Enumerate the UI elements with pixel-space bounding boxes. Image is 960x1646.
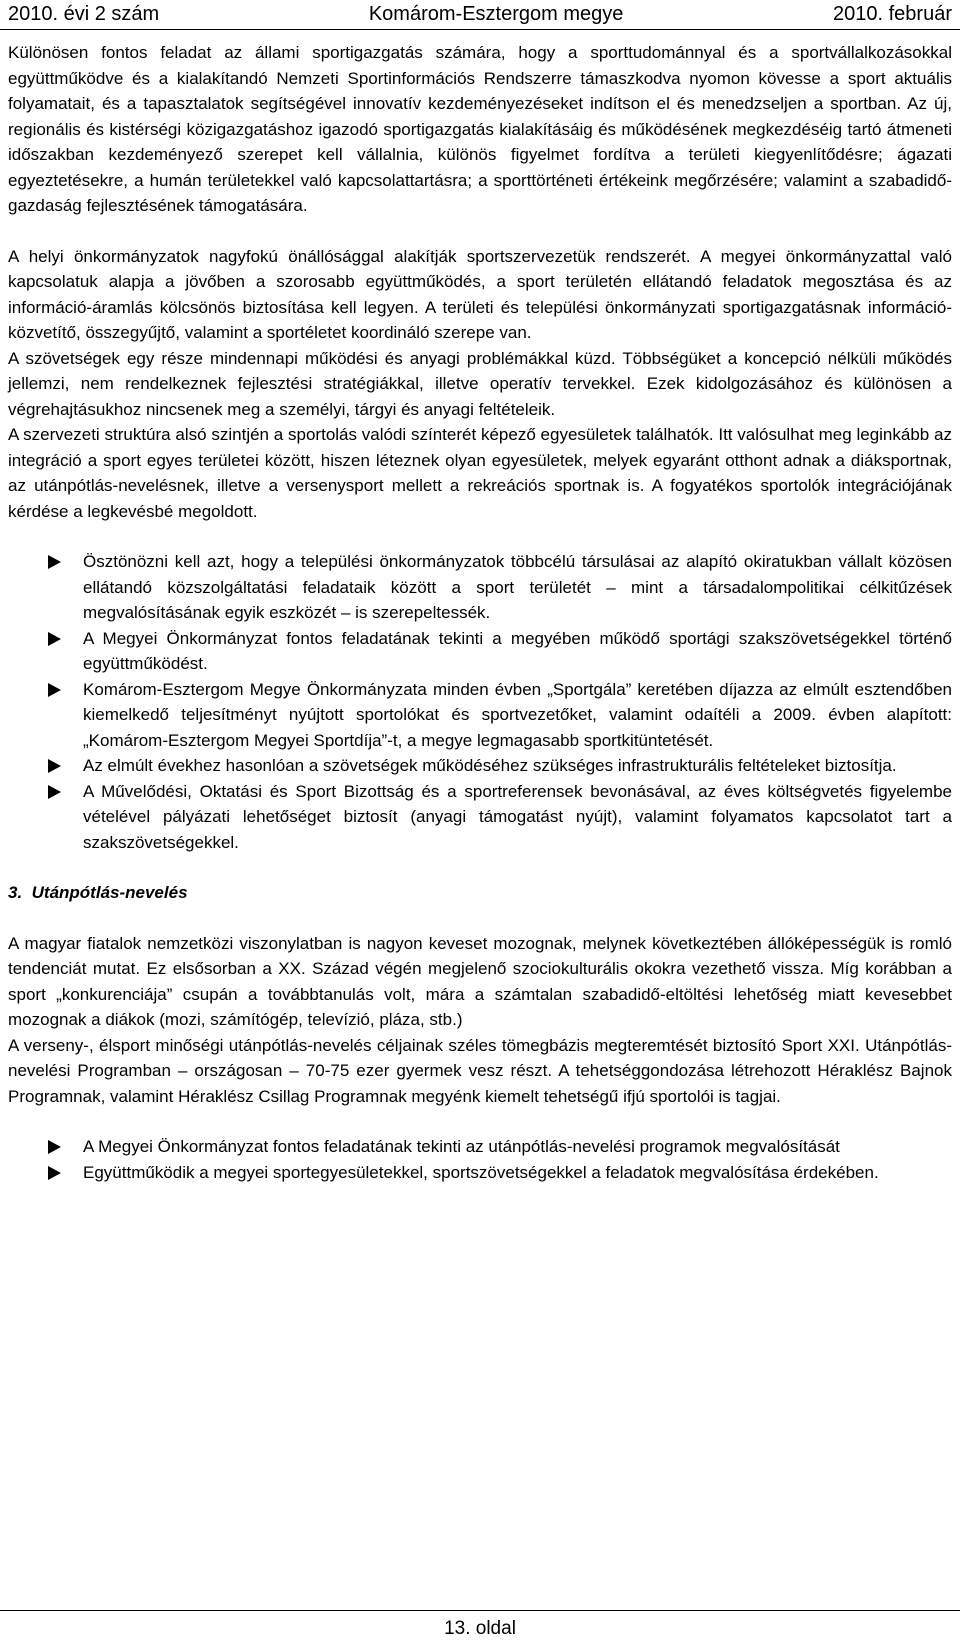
footer-divider: [0, 1610, 960, 1611]
paragraph: A magyar fiatalok nemzetközi viszonylatban is nagyon keveset mozognak, melynek következtében állóképességük is romló tendenciát mutat. Ez elsősorban a XX. Század végén megjelenő szociokulturális okokra vezethető vissza. Míg korábban a sport „konkurenciája” csupán a továbbtanulás volt, mára a számtalan szabadidő-eltöltési lehetőség miatt kevesebbet mozognak a diákok (mozi, számítógép, televízió, pláza, stb.): [8, 933, 952, 1029]
triangle-bullet-icon: [48, 785, 61, 799]
triangle-bullet-icon: [48, 555, 61, 569]
list-item: A Megyei Önkormányzat fontos feladatának tekinti a megyében működő sportági szakszövetségekkel történő együttműködést.: [48, 626, 952, 677]
list-item: A Megyei Önkormányzat fontos feladatának tekinti az utánpótlás-nevelési programok megvalósítását: [48, 1134, 952, 1160]
bullet-list: [48, 1134, 952, 1185]
bullet-list: [48, 549, 952, 855]
header-county: Komárom-Esztergom megye: [368, 3, 624, 25]
paragraph: Különösen fontos feladat az állami sportigazgatás számára, hogy a sporttudománnyal és a sportvállalkozásokkal együttműködve és a kialakítandó Nemzeti Sportinformációs Rendszerre támaszkodva nyomon kövesse a sport aktuális folyamatait, és a tapasztalatok segítségével innovatív kezdeményezéseket indítson el és menedzseljen a sportban. Az új, regionális és kistérségi közigazgatáshoz igazodó sportigazgatás kialakításáig és működésének megkezdéséig tartó átmeneti időszakban kezdeményező szerepet kell vállalnia, különös figyelmet fordítva a területi kiegyenlítődésre; ágazati egyeztetésekre, a humán területekkel való kapcsolattartásra; a sporttörténeti értékeink megőrzésére; valamint a szabadidő-gazdaság fejlesztésének támogatására.: [8, 43, 952, 215]
triangle-bullet-icon: [48, 1140, 61, 1154]
paragraph: A szervezeti struktúra alsó szintjén a sportolás valódi színterét képező egyesületek találhatók. Itt valósulhat meg leginkább az integráció a sport egyes területei között, hiszen léteznek olyan egyesületek, melyek egyaránt otthont adnak a diáksportnak, az utánpótlás-nevelésnek, illetve a versenysport mellett a rekreációs sportnak is. A fogyatékos sportolók integrációjának kérdése a legkevésbé megoldott.: [8, 425, 952, 521]
paragraph: A szövetségek egy része mindennapi működési és anyagi problémákkal küzd. Többségüket a koncepció nélküli működés jellemzi, nem rendelkeznek fejlesztési stratégiákkal, illetve operatív tervekkel. Ezek kidolgozásához és különösen a végrehajtásukhoz nincsenek meg a személyi, tárgyi és anyagi feltételeik.: [8, 348, 952, 419]
document-body: [8, 40, 952, 1185]
list-item: Komárom-Esztergom Megye Önkormányzata minden évben „Sportgála” keretében díjazza az elmúlt esztendőben kiemelkedő teljesítményt nyújtott sportolókat és sportvezetőket, valamint odaítéli a 2009. évben alapított: „Komárom-Esztergom Megyei Sportdíja”-t, a megye legmagasabb sportkitüntetését.: [48, 677, 952, 754]
list-item: Együttműködik a megyei sportegyesületekkel, sportszövetségekkel a feladatok megvalósítása érdekében.: [48, 1160, 952, 1186]
paragraph: A verseny-, élsport minőségi utánpótlás-nevelés céljainak széles tömegbázis megteremtését biztosító Sport XXI. Utánpótlás-nevelési Programban – országosan – 70-75 ezer gyermek vesz részt. A tehetséggondozása létrehozott Héraklész Bajnok Programnak, valamint Héraklész Csillag Programnak megyénk kiemelt tehetségű ifjú sportolói is tagjai.: [8, 1035, 952, 1106]
page-header: [0, 0, 960, 30]
page-number: 13. oldal: [444, 1618, 516, 1639]
header-date: 2010. február: [833, 3, 952, 25]
triangle-bullet-icon: [48, 632, 61, 646]
triangle-bullet-icon: [48, 1166, 61, 1180]
list-item: Az elmúlt évekhez hasonlóan a szövetségek működéséhez szükséges infrastrukturális feltételeket biztosítja.: [48, 753, 952, 779]
paragraph: A helyi önkormányzatok nagyfokú önállósággal alakítják sportszervezetük rendszerét. A megyei önkormányzattal való kapcsolatuk alapja a jövőben a szorosabb együttműködés, a sport területén ellátandó feladatok megosztása és az információ-áramlás kölcsönös biztosítása kell legyen. A területi és települési önkormányzati sportigazgatásnak információ-közvetítő, összegyűjtő, valamint a sportéletet koordináló szerepe van.: [8, 246, 952, 342]
list-item: Ösztönözni kell azt, hogy a települési önkormányzatok többcélú társulásai az alapító okiratukban vállalt közösen ellátandó közszolgáltatási feladataik között a sport területét – mint a társadalompolitikai célkitűzések megvalósításának egyik eszközét – is szerepeltessék.: [48, 549, 952, 626]
triangle-bullet-icon: [48, 759, 61, 773]
section-heading: 3. Utánpótlás-nevelés: [8, 883, 188, 902]
triangle-bullet-icon: [48, 683, 61, 697]
list-item: A Művelődési, Oktatási és Sport Bizottság és a sportreferensek bevonásával, az éves költségvetés figyelembe vételével pályázati lehetőséget biztosít (anyagi támogatást nyújt), valamint folyamatos kapcsolatot tart a szakszövetségekkel.: [48, 779, 952, 856]
header-issue: 2010. évi 2 szám: [8, 3, 160, 25]
